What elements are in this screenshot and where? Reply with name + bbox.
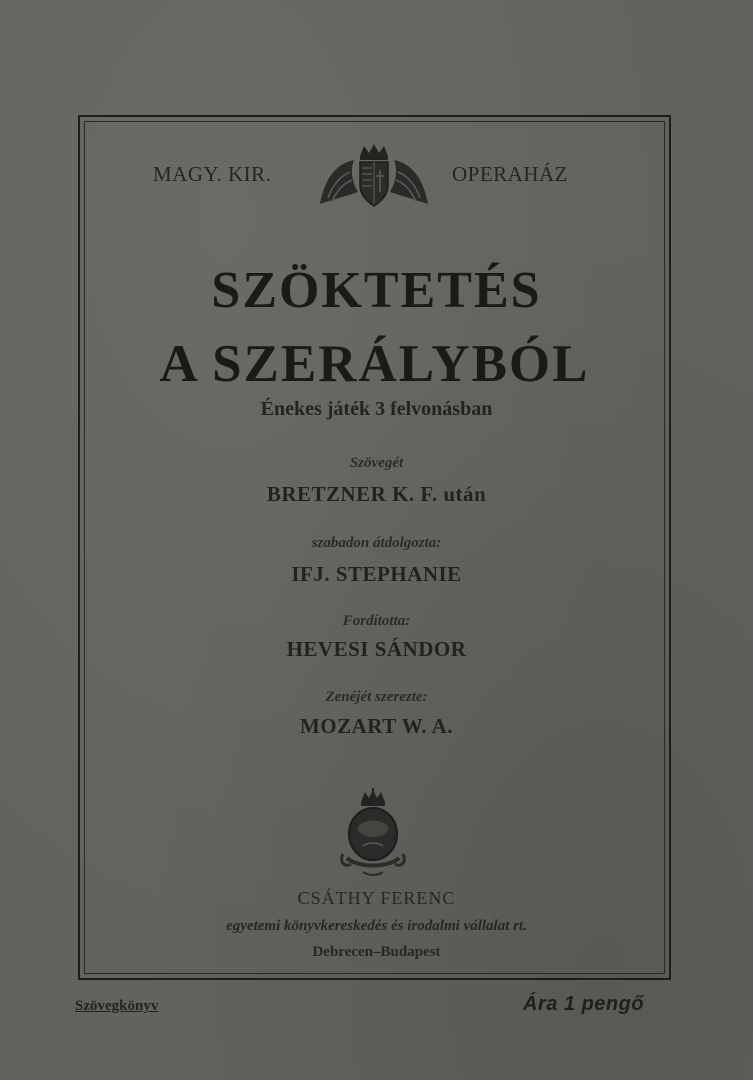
credit-label: Fordította: [342, 613, 411, 629]
booklet-type-label: Szövegkönyv [75, 998, 159, 1014]
credit-name: MOZART W. A. [299, 714, 454, 738]
publisher-emblem-icon [333, 788, 413, 880]
coat-of-arms-icon [310, 142, 438, 214]
subtitle: Énekes játék 3 felvonásban [260, 398, 493, 420]
credit-name: BRETZNER K. F. után [266, 482, 487, 506]
publisher-city: Debrecen–Budapest [312, 944, 441, 960]
title-line-1: SZÖKTETÉS [211, 262, 542, 319]
credit-name: IFJ. STEPHANIE [291, 562, 462, 586]
theatre-name-right: OPERAHÁZ [452, 162, 569, 186]
price-label: Ára 1 pengő [523, 993, 645, 1015]
theatre-name-left: MAGY. KIR. [153, 162, 272, 186]
theatre-header [78, 142, 671, 222]
credit-label: Szövegét [349, 455, 404, 471]
credit-label: szabadon átdolgozta: [311, 535, 442, 551]
credit-name: HEVESI SÁNDOR [286, 637, 467, 661]
publisher-name: CSÁTHY FERENC [297, 888, 456, 908]
title-line-2: A SZERÁLYBÓL [159, 335, 590, 393]
credit-label: Zenéjét szerezte: [325, 689, 428, 705]
publisher-description: egyetemi könyvkereskedés és irodalmi vállalat rt. [226, 918, 527, 934]
